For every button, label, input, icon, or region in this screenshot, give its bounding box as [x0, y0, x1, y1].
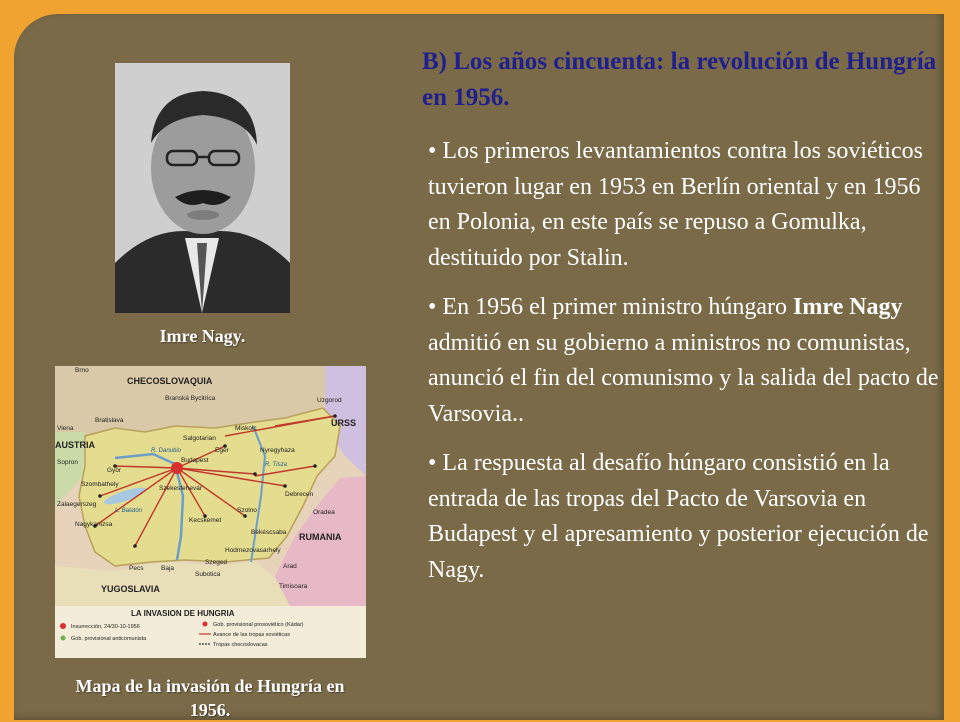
city-label: Debrecen — [285, 491, 314, 498]
map-caption: Mapa de la invasión de Hungría en 1956. — [75, 676, 345, 720]
city-label: Sopron — [57, 459, 78, 466]
country-label: CHECOSLOVAQUIA — [127, 376, 213, 386]
bullet-text: • En 1956 el primer ministro húngaro — [428, 294, 794, 320]
city-label: Hodmezovasarhely — [225, 547, 281, 554]
city-label: Branská Bycitrica — [165, 395, 216, 402]
city-label: Arad — [283, 563, 297, 570]
city-label: Szeged — [205, 559, 228, 566]
city-label: Budapest — [181, 457, 209, 464]
country-label: YUGOSLAVIA — [101, 584, 160, 594]
map-title: LA INVASION DE HUNGRIA — [131, 609, 235, 618]
bullet-item — [428, 290, 948, 432]
hungary-invasion-map — [55, 366, 366, 658]
city-label: Eger — [215, 447, 229, 454]
city-label: Baja — [161, 565, 175, 572]
city-label: Uzgorod — [317, 397, 342, 404]
city-label: Szombathely — [81, 481, 119, 488]
river-label: R. Tisza — [265, 462, 287, 468]
city-label: Szolno — [237, 507, 257, 514]
city-label: Békéscsaba — [251, 529, 287, 536]
city-label: Nyregyhaza — [260, 447, 295, 454]
city-label: Pecs — [129, 565, 144, 572]
legend-czech-troops: Tropas checoslovacas — [213, 642, 268, 648]
city-label: Miskolc — [235, 425, 257, 432]
city-label: Györ — [107, 467, 122, 474]
city-label: Szekesfehevár — [159, 485, 202, 492]
slide-title: B) Los años cincuenta: la revolución de Hungría en 1956. — [422, 48, 937, 111]
bullet-item — [428, 134, 948, 276]
map-illustration — [55, 366, 366, 658]
bullet-list — [428, 134, 948, 602]
portrait-illustration — [115, 63, 290, 313]
city-label: Timisoara — [279, 583, 308, 590]
bullet-item — [428, 446, 948, 588]
city-label: Salgotarian — [183, 435, 216, 442]
legend-anticommunist: Gob. provisional anticomunista — [71, 636, 147, 642]
bullet-text: admitió en su gobierno a ministros no comunistas, anunció el fin del comunismo y la salida del pacto de Varsovia.. — [428, 329, 939, 427]
city-label: Kecskemet — [189, 517, 222, 524]
country-label: RUMANIA — [299, 532, 342, 542]
legend-prosoviet: Gob. provisional prosoviético (Kádar) — [213, 622, 304, 628]
river-label: R. Danubio — [151, 448, 182, 454]
bullet-text: • Los primeros levantamientos contra los soviéticos tuvieron lugar en 1953 en Berlín oriental y en 1956 en Polonia, en este país se repuso a Gomulka, destituido por Stalin. — [428, 138, 923, 271]
city-label: Nagykanizsa — [75, 521, 113, 528]
bullet-text-bold: Imre Nagy — [793, 294, 903, 320]
country-label: AUSTRIA — [55, 440, 95, 450]
country-label: URSS — [331, 418, 357, 428]
city-label: Oradea — [313, 509, 335, 516]
lake-label: L. Balatón — [115, 508, 143, 514]
bullet-text: • La respuesta al desafío húngaro consistió en la entrada de las tropas del Pacto de Varsovia en Budapest y el apresamiento y posterior ejecución de Nagy. — [428, 450, 929, 583]
legend-insurrection: Insurrección, 24/30-10-1956 — [71, 624, 140, 630]
city-label: Viena — [57, 425, 74, 432]
city-label: Brno — [75, 367, 89, 374]
city-label: Zalaegerszeg — [57, 501, 97, 508]
portrait-photo — [115, 63, 290, 313]
city-label: Bratislava — [95, 417, 124, 424]
slide-panel — [14, 14, 944, 720]
legend-soviet-advance: Avance de las tropas soviéticas — [213, 632, 290, 638]
portrait-caption: Imre Nagy. — [159, 326, 246, 346]
city-label: Subotica — [195, 571, 221, 578]
